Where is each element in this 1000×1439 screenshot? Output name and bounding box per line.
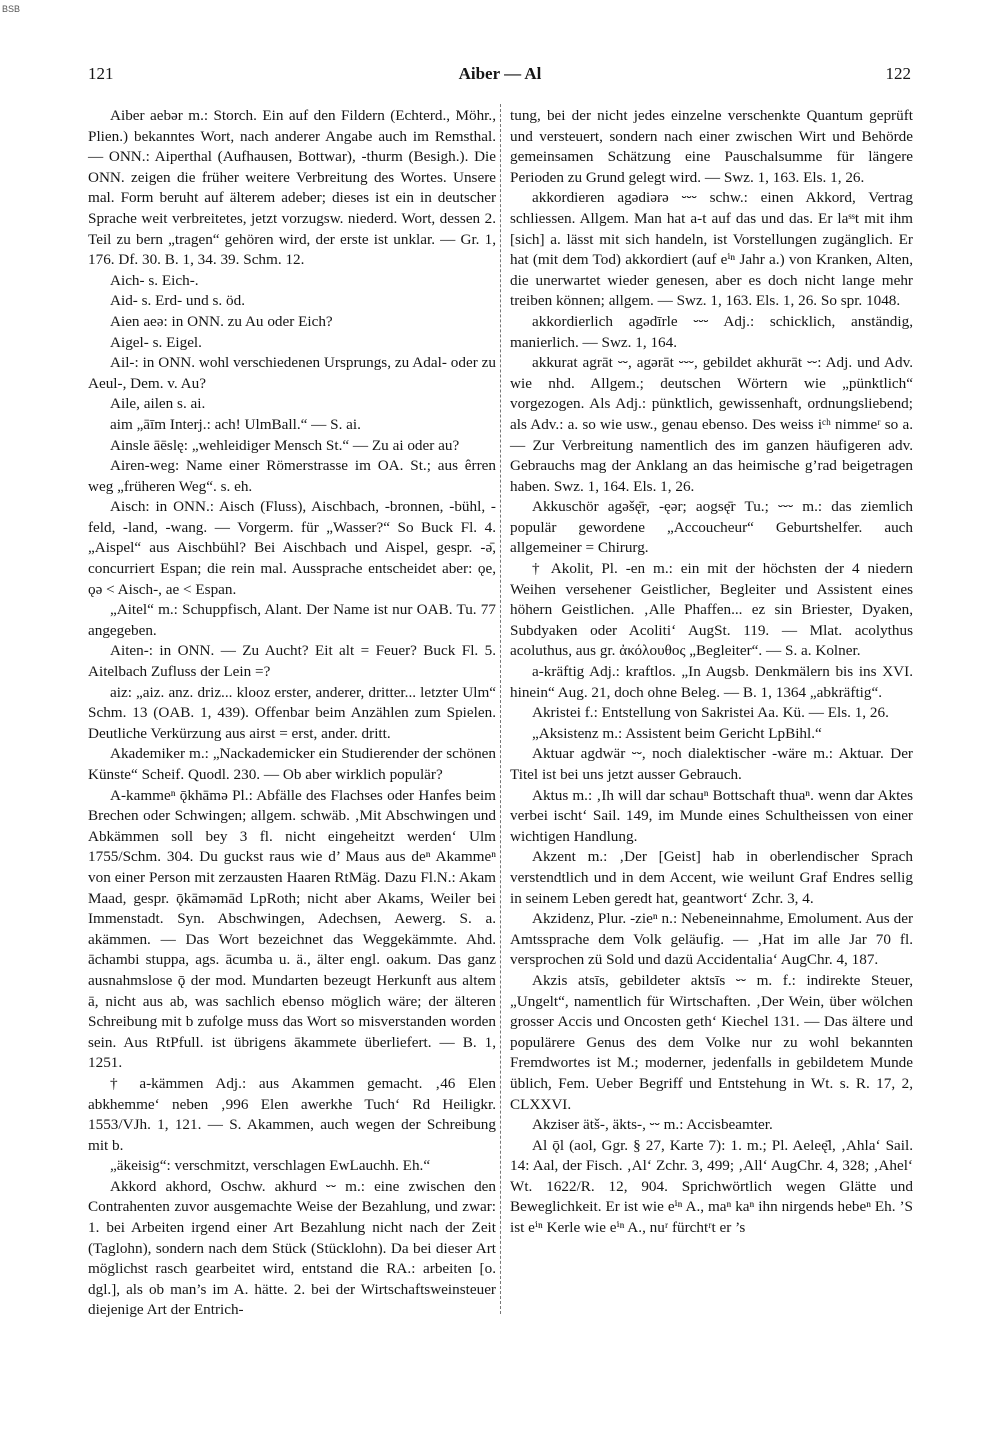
- dictionary-entry: A-kammeⁿ ǭkhāmə Pl.: Abfälle des Flachses oder Hanfes beim Brechen oder Schwingen; allgem. schwäb. ‚Mit Abschwingen und Abkämmen soll bey 3 fl. nicht eingeheitzt werden‘ Ulm 1755/Schm. 304. Du guckst raus wie d’ Maus aus deⁿ Akammeⁿ von einer Person mit zerzausten Haaren RtMäg. Dazu Fl.N.: Akam Maad, gespr. ǭkāməmād LpRoth; nicht aber Akams, Weiler bei Immenstadt. Syn. Abschwingen, Adechsen, Aewerg. S. a. akämmen. — Das Wort bezeichnet das Weggekämmte. Ahd. āchambi stuppa, ags. ācumba u. ä., älter engl. oakum. Das ganz ausnahmslose ǭ der mod. Mundarten bezeugt Herkunft aus altem ā, nicht aus ab, was sachlich ebenso möglich wäre; der älteren Schreibung mit b zufolge muss das Wort so misverstanden worden sein. Aus RtPfull. ist übrigens ākammete überliefert. — B. 1, 1251.: [88, 786, 496, 1072]
- dictionary-entry: † Akolit, Pl. -en m.: ein mit der höchsten der 4 niedern Weihen versehener Geistlicher, Begleiter und Assistent eines höhern Geistlichen. ‚Alle Phaffen... ez sin Briester, Dyaken, Subdyaken oder Acoliti‘ AugSt. 119. — Mlat. acolythus acoluthus, aus gr. ἀκόλουθος „Begleiter“. — S. a. Kolner.: [510, 560, 913, 660]
- dictionary-entry: Aiten-: in ONN. — Zu Aucht? Eit alt = Feuer? Buck Fl. 5. Aitelbach Zufluss der Lein =?: [88, 642, 496, 681]
- dictionary-entry: Aile, ailen s. ai.: [110, 395, 206, 413]
- running-title: Aiber — Al: [458, 64, 542, 83]
- dictionary-entry: Aien aeə: in ONN. zu Au oder Eich?: [110, 312, 333, 330]
- dictionary-entry: aiz: „aiz. anz. driz... klooz erster, anderer, dritter... letzter Ulm“ Schm. 13 (OAB. 1, 439). Offenbar beim Anzählen zum Spielen. Deutliche Verkürzung aus airst = erst, ander. dritt.: [88, 683, 496, 742]
- dictionary-entry: Aktus m.: ‚Ih will dar schauⁿ Bottschaft thuaⁿ. wenn dar Aktes verbei ischt‘ Sail. 149, im Munde eines Schultheissen von einer wichtigen Handlung.: [510, 786, 913, 845]
- dictionary-entry: Ail-: in ONN. wohl verschiedenen Ursprungs, zu Adal- oder zu Aeul-, Dem. v. Au?: [88, 354, 496, 392]
- page-number-right: 122: [885, 64, 911, 83]
- dictionary-entry: Akkuschör agəšę̄r, -ęər; aogsę̄r Tu.; ⏑⏑⏑ m.: das ziemlich populär gewordene „Accoucheur“ Geburtshelfer. auch allgemeiner = Chirurg.: [510, 498, 913, 557]
- dictionary-entry: „Aitel“ m.: Schuppfisch, Alant. Der Name ist nur OAB. Tu. 77 angegeben.: [88, 601, 496, 639]
- dictionary-entry: aim „āīm Interj.: ach! UlmBall.“ — S. ai.: [110, 415, 361, 433]
- right-column: [510, 106, 913, 1239]
- dictionary-entry: Aich- s. Eich-.: [110, 271, 199, 289]
- dictionary-entry: akkordieren agədiərə ⏑⏑⏑ schw.: einen Akkord, Vertrag schliessen. Allgem. Man hat a-t auf das und das. Er laˢˢt mit ihm [sich] a. lässt mit sich handeln, ist Vorstellungen zugänglich. Er hat (mit dem Tod) akkordiert (auf eⁱⁿ Jahr a.) von Kranken, Alten, die unerwartet wieder genesen, aber es doch nicht lange mehr treiben können; allgem. — Swz. 1, 163. Els. 1, 26. So spr. 1048.: [510, 189, 913, 310]
- dictionary-entry: akkordierlich agədīrle ⏑⏑⏑ Adj.: schicklich, anständig, manierlich. — Swz. 1, 164.: [510, 312, 913, 351]
- dictionary-entry: Akzidenz, Plur. -zieⁿ n.: Nebeneinnahme, Emolument. Aus der Amtssprache dem Volk geläufig. — ‚Hat im alle Jar 70 fl. versprochen zü Sold und dazü Accidentalia‘ AugChr. 4, 187.: [510, 910, 913, 969]
- dictionary-entry: Akziser ätš-, äkts-, ⏑⏑ m.: Accisbeamter.: [532, 1116, 773, 1134]
- dictionary-entry: „äkeisig“: verschmitzt, verschlagen EwLauchh. Eh.“: [110, 1157, 431, 1175]
- left-column: [88, 106, 496, 1321]
- dictionary-entry: tung, bei der nicht jedes einzelne verschenkte Quantum geprüft und versteuert, sondern nach einer zwischen Wirt und Behörde gemeinsamen Schätzung eine Pauschalsumme für längere Perioden zu Grund gelegt wird. — Swz. 1, 163. Els. 1, 26.: [510, 107, 913, 186]
- dictionary-entry: a-kräftig Adj.: kraftlos. „In Augsb. Denkmälern bis ins XVI. hinein“ Aug. 21, doch ohne Beleg. — B. 1, 1364 „abkräftig“.: [510, 663, 913, 701]
- dictionary-entry: Aid- s. Erd- und s. öd.: [110, 292, 245, 310]
- dictionary-entry: Ainsle āēslę: „wehleidiger Mensch St.“ — Zu ai oder au?: [110, 436, 460, 454]
- dictionary-entry: Akademiker m.: „Nackademicker ein Studierender der schönen Künste“ Scheif. Quodl. 230. — Ob aber wirklich populär?: [88, 745, 496, 783]
- dictionary-entry: † a-kämmen Adj.: aus Akammen gemacht. ‚46 Elen abkhemme‘ neben ‚996 Elen awerkhe Tuch‘ Rd Heiligkr. 1553/VJh. 1, 121. — S. Akammen, auch wegen der Schreibung mit b.: [88, 1074, 496, 1154]
- dictionary-entry: Aktuar agdwär ⏑⏑, noch dialektischer -wäre m.: Aktuar. Der Titel ist bei uns jetzt ausser Gebrauch.: [510, 745, 913, 783]
- dictionary-entry: Airen-weg: Name einer Römerstrasse im OA. St.; aus êrren weg „früheren Weg“. s. eh.: [88, 457, 496, 495]
- dictionary-entry: Aisch: in ONN.: Aisch (Fluss), Aischbach, -bronnen, -bühl, -feld, -land, -wang. — Vorgerm. für „Wasser?“ So Buck Fl. 4. „Aispel“ aus Aischbühl? Bei Aischbach und Aispel, gespr. -ə̄, concurriert Espan; die rein mal. Aussprache entscheidet aber: ǫe, ǫə < Aisch-, ae < Espan.: [88, 498, 496, 598]
- dictionary-entry: Aiber aebər m.: Storch. Ein auf den Fildern (Echterd., Möhr., Plien.) bekanntes Wort, nach anderer Angabe auch im Remsthal. — ONN.: Aiperthal (Aufhausen, Bottwar), -thurm (Besigh.). Die ONN. zeigen die früher weitere Verbreitung des Wortes. Unsere mal. Form beruht auf älterem adeber; dieses ist ein in deutscher Sprache weit verbreitetes, jetzt vorzugsw. niederd. Wort, dessen 2. Teil zu bern „tragen“ gehören wird, der erste ist unklar. — Gr. 1, 176. Df. 30. B. 1, 34. 39. Schm. 12.: [88, 107, 496, 269]
- dictionary-entry: „Aksistenz m.: Assistent beim Gericht LpBihl.“: [532, 724, 822, 742]
- dictionary-entry: Akristei f.: Entstellung von Sakristei Aa. Kü. — Els. 1, 26.: [532, 704, 889, 722]
- page-number-left: 121: [88, 64, 114, 83]
- dictionary-entry: Akzent m.: ‚Der [Geist] hab in oberlendischer Sprach verstendtlich und in dem Accent, wie weilunt Graf Endres sellig in seinem Leben geredt hat, geantwort‘ Zchr. 3, 4.: [510, 848, 913, 907]
- dictionary-entry: Akkord akhord, Oschw. akhurd ⏑⏑ m.: eine zwischen den Contrahenten zuvor ausgemachte Weise der Bezahlung, und zwar: 1. bei Arbeiten irgend einer Art Bezahlung nicht nach der Zeit (Taglohn), sondern nach dem Stück (Stücklohn). Da bei dieser Art möglichst rasch gearbeitet wird, entstand die RA.: arbeiten [o. dgl.], als ob man’s im A. hätte. 2. bei der Wirtschaftsweinsteuer diejenige Art der Entrich-: [88, 1177, 496, 1319]
- dictionary-entry: Al ǭl (aol, Ggr. § 27, Karte 7): 1. m.; Pl. Aeleę̄l, ‚Ahla‘ Sail. 14: Aal, der Fisch. ‚Al‘ Zchr. 3, 499; ‚All‘ AugChr. 4, 328; ‚Ahel‘ Wt. 1622/R. 12, 904. Sprichwörtlich wegen Glätte und Beweglichkeit. Er ist wie eⁱⁿ A., maⁿ kaⁿ ihn nirgends hebeⁿ Eh. ’S ist eⁱⁿ Kerle wie eⁱⁿ A., nuʳ fürchtʳt er ’s: [510, 1136, 913, 1237]
- dictionary-entry: akkurat agrāt ⏑⏑, agərāt ⏑⏑⏑, gebildet akhurāt ⏑⏑: Adj. und Adv. wie nhd. Allgem.; deutschen Wörtern wie „pünktlich“ vorgezogen. Als Adj.: pünktlich, gewissenhaft, ordnungsliebend; als Adv.: a. so wie usw., genau ebenso. Des weiss iᶜʰ nimmeʳ so a. — Zur Verbreitung namentlich des im ganzen häufigeren adv. Gebrauchs mag der Anklang an das heimische g’rad beigetragen haben. Swz. 1, 164. Els. 1, 26.: [510, 354, 913, 495]
- library-stamp: BSB: [2, 4, 21, 14]
- dictionary-entry: Akzis atsīs, gebildeter aktsīs ⏑⏑ m. f.: indirekte Steuer, „Ungelt“, namentlich für Wirtschaften. ‚Der Wein, über wölchen grosser Accis und Oncosten geth‘ Kiechel 131. — Das ältere und populärere Genus des dem Volke nur zu wohl bekannten Fremdwortes ist M.; moderner, jedenfalls in gebildetem Munde üblich, Fem. Ueber Begriff und Entstehung in Wt. s. R. 17, 2, CLXXVI.: [510, 971, 913, 1113]
- column-divider: [500, 104, 501, 1314]
- dictionary-entry: Aigel- s. Eigel.: [110, 333, 202, 351]
